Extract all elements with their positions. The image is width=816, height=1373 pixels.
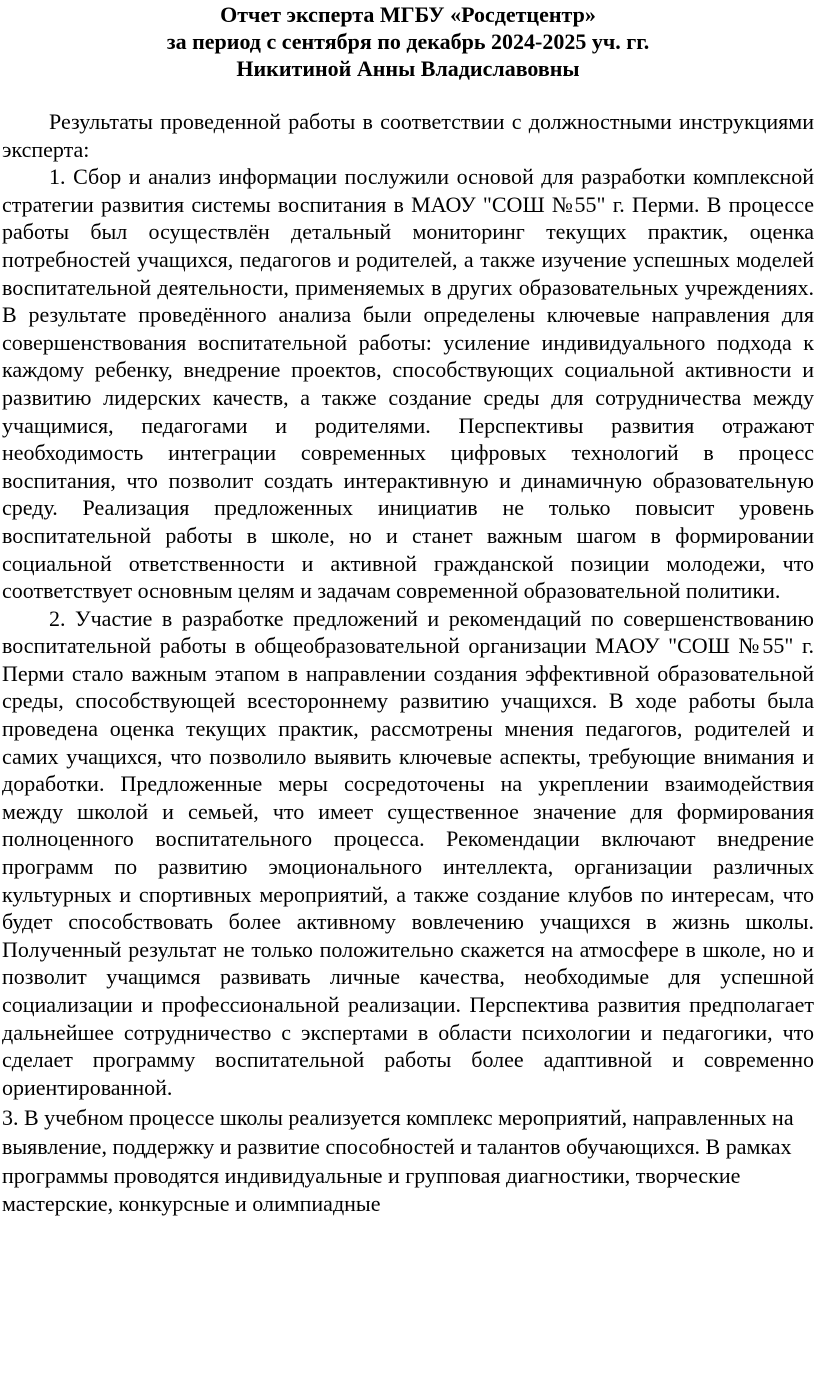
title-line-period: за период с сентября по декабрь 2024-2025 уч. гг. [166,29,650,54]
document-page [2,0,814,1219]
intro-paragraph: Результаты проведенной работы в соответствии с должностными инструкциями эксперта: [2,109,814,162]
title-line-organization: Отчет эксперта МГБУ «Росдетцентр» [220,2,596,27]
item-2-paragraph: 2. Участие в разработке предложений и рекомендаций по совершенствованию воспитательной работы в общеобразовательной организации МАОУ "СОШ №55" г. Перми стало важным этапом в направлении создания эффективной образовательной среды, способствующей всестороннему развитию учащихся. В ходе работы была проведена оценка текущих практик, рассмотрены мнения педагогов, родителей и самих учащихся, что позволило выявить ключевые аспекты, требующие внимания и доработки. Предложенные меры сосредоточены на укреплении взаимодействия между школой и семьей, что имеет существенное значение для формирования полноценного воспитательного процесса. Рекомендации включают внедрение программ по развитию эмоционального интеллекта, организации различных культурных и спортивных мероприятий, а также создание клубов по интересам, что будет способствовать более активному вовлечению учащихся в жизнь школы. Полученный результат не только положительно скажется на атмосфере в школе, но и позволит учащимся развивать личные качества, необходимые для успешной социализации и профессиональной реализации. Перспектива развития предполагает дальнейшее сотрудничество с экспертами в области психологии и педагогики, что сделает программу воспитательной работы более адаптивной и современно ориентированной. [2,605,814,1100]
report-body [2,108,814,1219]
item-3-paragraph: 3. В учебном процессе школы реализуется комплекс мероприятий, направленных на выявление, поддержку и развитие способностей и талантов обучающихся. В рамках программы проводятся индивидуальные и групповая диагностики, творческие мастерские, конкурсные и олимпиадные [2,1105,794,1217]
item-1-paragraph: 1. Сбор и анализ информации послужили основой для разработки комплексной стратегии развития системы воспитания в МАОУ "СОШ №55" г. Перми. В процессе работы был осуществлён детальный мониторинг текущих практик, оценка потребностей учащихся, педагогов и родителей, а также изучение успешных моделей воспитательной деятельности, применяемых в других образовательных учреждениях. В результате проведённого анализа были определены ключевые направления для совершенствования воспитательной работы: усиление индивидуального подхода к каждому ребенку, внедрение проектов, способствующих социальной активности и развитию лидерских качеств, а также создание среды для сотрудничества между учащимися, педагогами и родителями. Перспективы развития отражают необходимость интеграции современных цифровых технологий в процесс воспитания, что позволит создать интерактивную и динамичную образовательную среду. Реализация предложенных инициатив не только повысит уровень воспитательной работы в школе, но и станет важным шагом в формировании социальной ответственности и активной гражданской позиции молодежи, что соответствует основным целям и задачам современной образовательной политики. [2,164,814,604]
blank-line [2,82,814,108]
title-line-author: Никитиной Анны Владиславовны [236,56,580,81]
report-title [2,0,814,82]
